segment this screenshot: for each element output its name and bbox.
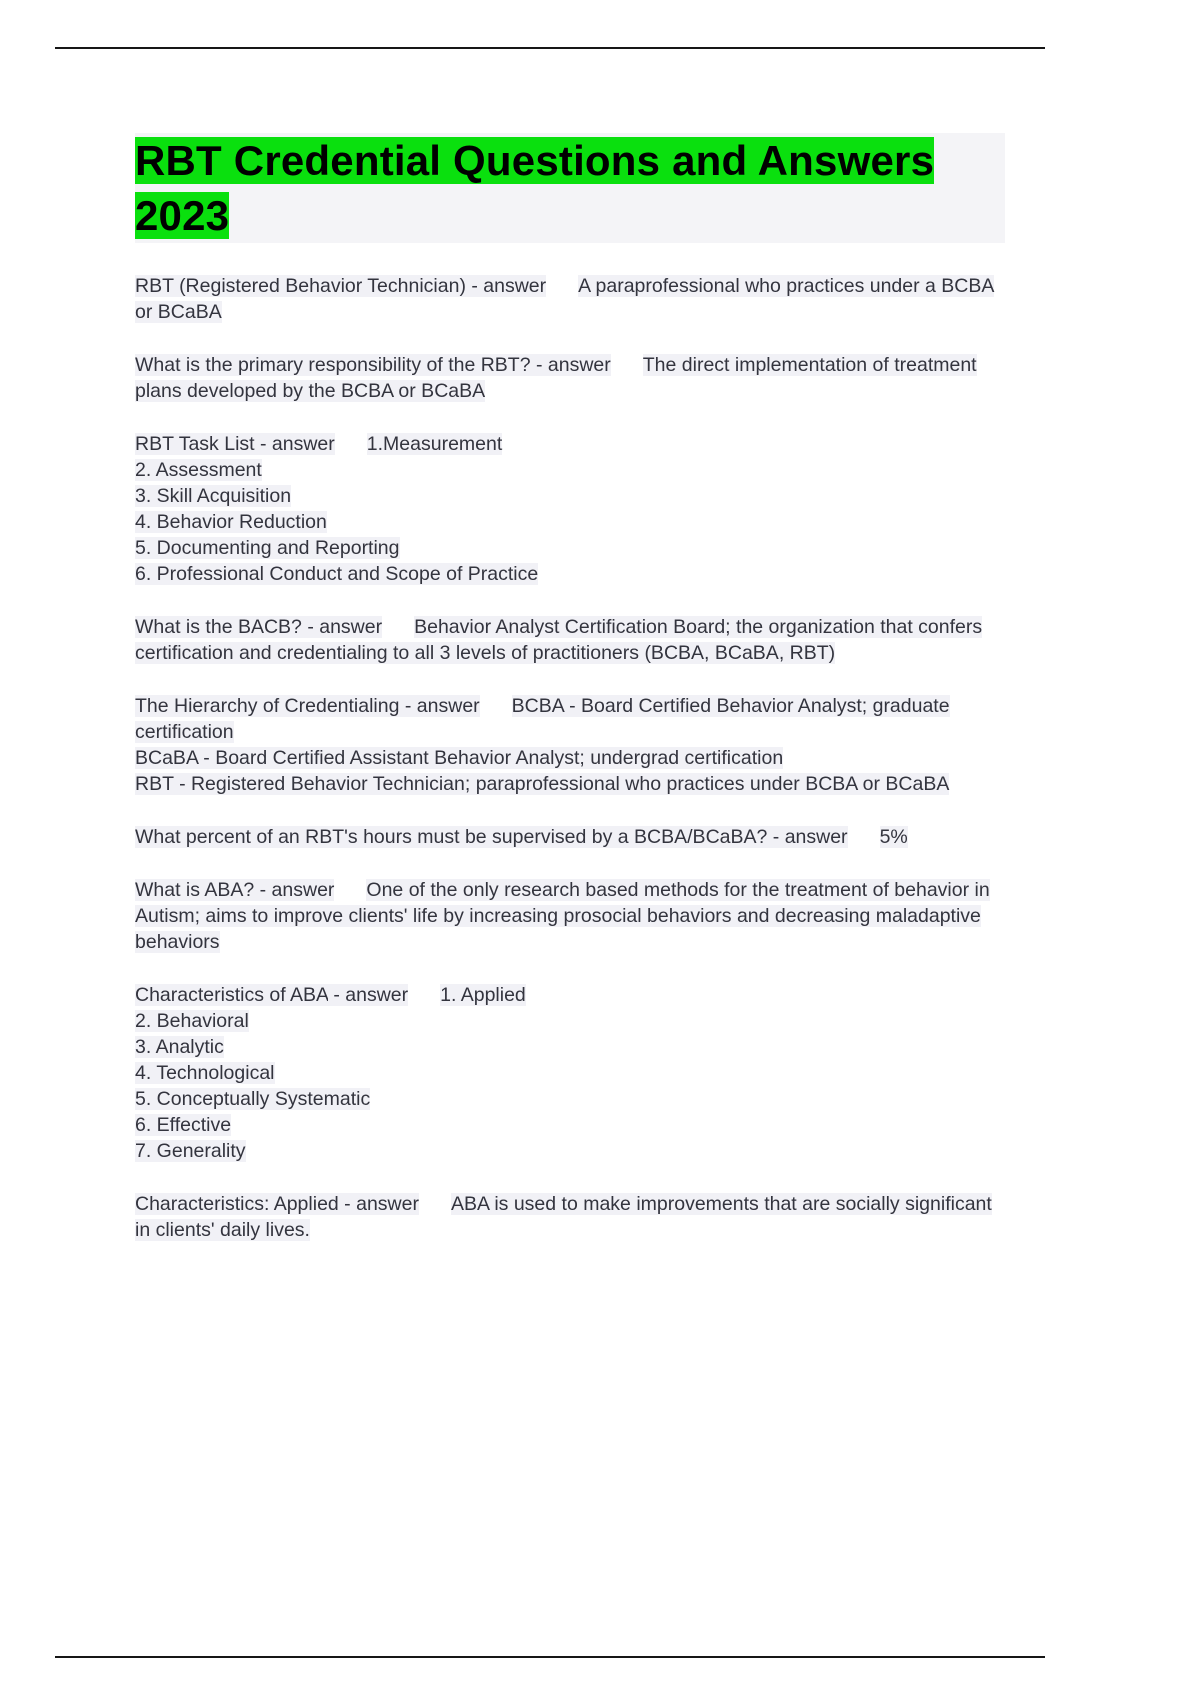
answer-line bbox=[135, 771, 1005, 797]
qa-paragraph bbox=[135, 693, 1005, 745]
qa-block bbox=[135, 273, 1005, 325]
bottom-rule bbox=[55, 1656, 1045, 1658]
qa-paragraph bbox=[135, 877, 1005, 955]
answer-line-text: 4. Technological bbox=[135, 1062, 275, 1084]
answer-separator: - answer bbox=[254, 879, 335, 901]
page-title-highlight: RBT Credential Questions and Answers 2023 bbox=[135, 137, 935, 239]
page-title bbox=[135, 133, 1005, 243]
question-text: Characteristics: Applied bbox=[135, 1193, 339, 1215]
document-page bbox=[135, 133, 1005, 1270]
answer-line bbox=[135, 1138, 1005, 1164]
qa-paragraph bbox=[135, 1191, 1005, 1243]
qa-block bbox=[135, 877, 1005, 955]
qa-block bbox=[135, 614, 1005, 666]
answer-line bbox=[135, 509, 1005, 535]
answer-separator: - answer bbox=[465, 275, 547, 297]
qa-block bbox=[135, 824, 1005, 850]
qa-block bbox=[135, 352, 1005, 404]
answer-line-text: 6. Professional Conduct and Scope of Practice bbox=[135, 563, 539, 585]
answer-separator: - answer bbox=[338, 1193, 419, 1215]
question-text: RBT (Registered Behavior Technician) bbox=[135, 275, 466, 297]
answer-text: Behavior Analyst Certification Board; the organization that confers certification and credentialing to all 3 levels of practitioners (BCBA, BCaBA, RBT) bbox=[135, 616, 983, 664]
qa-list bbox=[135, 273, 1005, 1243]
qa-block bbox=[135, 982, 1005, 1164]
answer-text: BCBA - Board Certified Behavior Analyst; graduate certification bbox=[135, 695, 950, 743]
answer-line bbox=[135, 1008, 1005, 1034]
question-text: What percent of an RBT's hours must be supervised by a BCBA/BCaBA? bbox=[135, 826, 768, 848]
answer-line-text: RBT - Registered Behavior Technician; paraprofessional who practices under BCBA or BCaBA bbox=[135, 773, 950, 795]
answer-line-text: 5. Conceptually Systematic bbox=[135, 1088, 371, 1110]
qa-paragraph bbox=[135, 273, 1005, 325]
qa-paragraph bbox=[135, 431, 1005, 457]
answer-text: One of the only research based methods for the treatment of behavior in Autism; aims to improve clients' life by increasing prosocial behaviors and decreasing maladaptive behaviors bbox=[135, 879, 990, 953]
question-text: What is the primary responsibility of the RBT? bbox=[135, 354, 531, 376]
answer-line bbox=[135, 1060, 1005, 1086]
qa-paragraph bbox=[135, 824, 1005, 850]
answer-line bbox=[135, 1034, 1005, 1060]
question-text: The Hierarchy of Credentialing bbox=[135, 695, 400, 717]
answer-line bbox=[135, 561, 1005, 587]
answer-line bbox=[135, 535, 1005, 561]
answer-line-text: 6. Effective bbox=[135, 1114, 232, 1136]
answer-line bbox=[135, 457, 1005, 483]
qa-paragraph bbox=[135, 352, 1005, 404]
question-text: RBT Task List bbox=[135, 433, 255, 455]
qa-paragraph bbox=[135, 982, 1005, 1008]
answer-line bbox=[135, 745, 1005, 771]
qa-block bbox=[135, 1191, 1005, 1243]
answer-line-text: 3. Skill Acquisition bbox=[135, 485, 292, 507]
answer-line-text: 4. Behavior Reduction bbox=[135, 511, 327, 533]
question-text: What is the BACB? bbox=[135, 616, 302, 638]
answer-lines bbox=[135, 745, 1005, 797]
question-text: Characteristics of ABA bbox=[135, 984, 328, 1006]
answer-text: The direct implementation of treatment plans developed by the BCBA or BCaBA bbox=[135, 354, 977, 402]
qa-paragraph bbox=[135, 614, 1005, 666]
answer-separator: - answer bbox=[530, 354, 611, 376]
answer-lines bbox=[135, 457, 1005, 587]
answer-text: ABA is used to make improvements that are socially significant in clients' daily lives. bbox=[135, 1193, 992, 1241]
answer-text: A paraprofessional who practices under a BCBA or BCaBA bbox=[135, 275, 995, 323]
answer-line-text: BCaBA - Board Certified Assistant Behavior Analyst; undergrad certification bbox=[135, 747, 784, 769]
answer-separator: - answer bbox=[767, 826, 848, 848]
answer-line bbox=[135, 1112, 1005, 1138]
answer-text: 1.Measurement bbox=[366, 433, 503, 455]
answer-line bbox=[135, 483, 1005, 509]
qa-block bbox=[135, 431, 1005, 587]
question-text: What is ABA? bbox=[135, 879, 255, 901]
answer-line-text: 5. Documenting and Reporting bbox=[135, 537, 400, 559]
answer-text: 5% bbox=[879, 826, 908, 848]
answer-lines bbox=[135, 1008, 1005, 1164]
answer-text: 1. Applied bbox=[440, 984, 526, 1006]
top-rule bbox=[55, 47, 1045, 49]
answer-separator: - answer bbox=[399, 695, 480, 717]
qa-block bbox=[135, 693, 1005, 797]
answer-line-text: 7. Generality bbox=[135, 1140, 246, 1162]
answer-line-text: 2. Assessment bbox=[135, 459, 262, 481]
answer-separator: - answer bbox=[327, 984, 409, 1006]
answer-line-text: 3. Analytic bbox=[135, 1036, 224, 1058]
answer-line bbox=[135, 1086, 1005, 1112]
answer-separator: - answer bbox=[254, 433, 335, 455]
answer-separator: - answer bbox=[301, 616, 383, 638]
answer-line-text: 2. Behavioral bbox=[135, 1010, 249, 1032]
